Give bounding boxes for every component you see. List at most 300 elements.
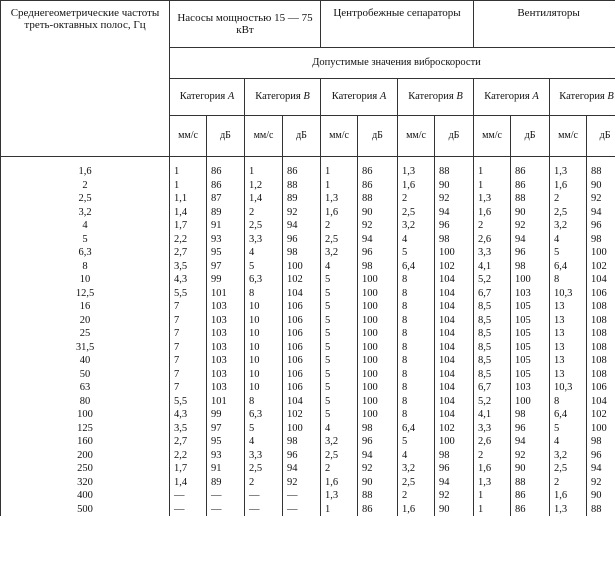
velocity-mm-cell: 6,4 xyxy=(550,408,587,422)
velocity-mm-cell: 8,5 xyxy=(474,300,511,314)
velocity-db-cell: 94 xyxy=(358,233,398,247)
velocity-db-cell: 103 xyxy=(207,327,245,341)
velocity-mm-cell: 1,6 xyxy=(398,179,435,193)
velocity-db-cell: 96 xyxy=(358,435,398,449)
velocity-mm-cell: 8 xyxy=(398,368,435,382)
velocity-db-cell: 86 xyxy=(511,503,550,517)
velocity-db-cell: 100 xyxy=(358,381,398,395)
velocity-mm-cell: 3,2 xyxy=(398,462,435,476)
velocity-db-cell: 94 xyxy=(511,435,550,449)
velocity-db-cell: 106 xyxy=(283,327,321,341)
velocity-mm-cell: 4 xyxy=(245,246,283,260)
velocity-mm-cell: 10 xyxy=(245,341,283,355)
velocity-mm-cell: 13 xyxy=(550,314,587,328)
velocity-mm-cell: — xyxy=(245,489,283,503)
velocity-mm-cell: 5,5 xyxy=(170,395,207,409)
frequency-header: Среднегеометрические частоты треть-октавных полос, Гц xyxy=(1,1,170,157)
velocity-mm-cell: 1,1 xyxy=(170,192,207,206)
velocity-db-cell: 106 xyxy=(283,314,321,328)
velocity-mm-cell: 1,6 xyxy=(321,476,358,490)
velocity-mm-cell: 5 xyxy=(321,354,358,368)
table-row xyxy=(1,503,615,517)
category-a-header: Категория A xyxy=(321,79,398,116)
velocity-mm-cell: 3,2 xyxy=(321,246,358,260)
frequency-cell: 12,5 xyxy=(1,287,170,301)
velocity-db-cell: 106 xyxy=(283,300,321,314)
velocity-db-cell: 98 xyxy=(283,246,321,260)
velocity-db-cell: 106 xyxy=(283,368,321,382)
velocity-mm-cell: 2,2 xyxy=(170,449,207,463)
category-a-header: Категория A xyxy=(474,79,550,116)
velocity-mm-cell: 1,3 xyxy=(550,157,587,179)
velocity-mm-cell: 13 xyxy=(550,327,587,341)
table-row xyxy=(1,462,615,476)
velocity-mm-cell: 4 xyxy=(398,233,435,247)
frequency-cell: 80 xyxy=(1,395,170,409)
category-b-header: Категория B xyxy=(245,79,321,116)
velocity-mm-cell: 10 xyxy=(245,327,283,341)
velocity-db-cell: 100 xyxy=(587,422,615,436)
table-row xyxy=(1,489,615,503)
velocity-db-cell: 102 xyxy=(283,273,321,287)
velocity-mm-cell: 2 xyxy=(550,476,587,490)
velocity-mm-cell: 8 xyxy=(245,287,283,301)
velocity-db-cell: — xyxy=(283,489,321,503)
velocity-mm-cell: 2 xyxy=(474,449,511,463)
velocity-mm-cell: 3,2 xyxy=(321,435,358,449)
velocity-mm-cell: 8,5 xyxy=(474,327,511,341)
table-row xyxy=(1,354,615,368)
velocity-mm-cell: 1 xyxy=(474,179,511,193)
velocity-db-cell: 96 xyxy=(283,449,321,463)
velocity-mm-cell: 4,1 xyxy=(474,408,511,422)
velocity-mm-cell: 8 xyxy=(398,408,435,422)
unit-db-header: дБ xyxy=(358,116,398,157)
velocity-mm-cell: — xyxy=(170,503,207,517)
velocity-db-cell: 90 xyxy=(435,503,474,517)
velocity-db-cell: 94 xyxy=(435,476,474,490)
velocity-mm-cell: 13 xyxy=(550,341,587,355)
velocity-db-cell: 98 xyxy=(435,233,474,247)
separators-header: Центробежные сепараторы xyxy=(321,1,474,48)
table-row xyxy=(1,435,615,449)
velocity-mm-cell: 1,4 xyxy=(170,206,207,220)
velocity-mm-cell: 7 xyxy=(170,314,207,328)
velocity-mm-cell: 5 xyxy=(321,300,358,314)
unit-mm-header: мм/с xyxy=(474,116,511,157)
table-row xyxy=(1,287,615,301)
unit-db-header: дБ xyxy=(587,116,615,157)
velocity-mm-cell: 4 xyxy=(550,233,587,247)
velocity-db-cell: 105 xyxy=(511,300,550,314)
velocity-mm-cell: 5 xyxy=(550,246,587,260)
velocity-mm-cell: 6,4 xyxy=(398,260,435,274)
velocity-mm-cell: 5 xyxy=(398,246,435,260)
velocity-db-cell: 105 xyxy=(511,314,550,328)
velocity-db-cell: 97 xyxy=(207,260,245,274)
velocity-mm-cell: 8 xyxy=(398,341,435,355)
velocity-db-cell: 108 xyxy=(587,341,615,355)
table-row xyxy=(1,422,615,436)
velocity-db-cell: 90 xyxy=(435,179,474,193)
velocity-mm-cell: 13 xyxy=(550,368,587,382)
velocity-db-cell: 100 xyxy=(358,341,398,355)
velocity-db-cell: 95 xyxy=(207,435,245,449)
velocity-db-cell: 94 xyxy=(587,462,615,476)
velocity-mm-cell: 6,7 xyxy=(474,287,511,301)
velocity-db-cell: 90 xyxy=(358,476,398,490)
velocity-mm-cell: 3,3 xyxy=(245,233,283,247)
frequency-cell: 40 xyxy=(1,354,170,368)
velocity-db-cell: 91 xyxy=(207,462,245,476)
frequency-cell: 160 xyxy=(1,435,170,449)
frequency-cell: 63 xyxy=(1,381,170,395)
velocity-mm-cell: 1,7 xyxy=(170,219,207,233)
velocity-mm-cell: 2,5 xyxy=(245,462,283,476)
velocity-db-cell: 103 xyxy=(207,368,245,382)
velocity-db-cell: 88 xyxy=(511,476,550,490)
frequency-cell: 100 xyxy=(1,408,170,422)
velocity-db-cell: 96 xyxy=(358,246,398,260)
velocity-db-cell: 92 xyxy=(358,219,398,233)
velocity-mm-cell: 5 xyxy=(321,273,358,287)
velocity-db-cell: 98 xyxy=(435,449,474,463)
velocity-db-cell: 102 xyxy=(283,408,321,422)
velocity-mm-cell: 3,3 xyxy=(474,246,511,260)
velocity-mm-cell: 7 xyxy=(170,327,207,341)
velocity-mm-cell: 2,5 xyxy=(398,206,435,220)
table-row xyxy=(1,381,615,395)
velocity-mm-cell: 4,3 xyxy=(170,408,207,422)
table-row xyxy=(1,476,615,490)
velocity-mm-cell: 2 xyxy=(245,476,283,490)
velocity-mm-cell: 1,3 xyxy=(474,476,511,490)
velocity-mm-cell: 5,2 xyxy=(474,273,511,287)
velocity-mm-cell: 8 xyxy=(245,395,283,409)
unit-mm-header: мм/с xyxy=(550,116,587,157)
velocity-db-cell: 92 xyxy=(511,219,550,233)
velocity-mm-cell: 13 xyxy=(550,354,587,368)
unit-db-header: дБ xyxy=(283,116,321,157)
velocity-mm-cell: 2 xyxy=(398,489,435,503)
velocity-db-cell: 86 xyxy=(207,179,245,193)
table-row xyxy=(1,219,615,233)
velocity-db-cell: 88 xyxy=(435,157,474,179)
velocity-db-cell: 104 xyxy=(587,273,615,287)
frequency-cell: 4 xyxy=(1,219,170,233)
frequency-cell: 16 xyxy=(1,300,170,314)
velocity-db-cell: — xyxy=(207,489,245,503)
velocity-mm-cell: 10 xyxy=(245,300,283,314)
velocity-mm-cell: 7 xyxy=(170,368,207,382)
frequency-cell: 31,5 xyxy=(1,341,170,355)
velocity-mm-cell: 1,6 xyxy=(321,206,358,220)
velocity-mm-cell: 2,6 xyxy=(474,233,511,247)
velocity-db-cell: 104 xyxy=(435,314,474,328)
table-row xyxy=(1,408,615,422)
velocity-mm-cell: 1,6 xyxy=(550,489,587,503)
velocity-db-cell: 89 xyxy=(207,476,245,490)
velocity-db-cell: 104 xyxy=(587,395,615,409)
velocity-db-cell: 92 xyxy=(587,192,615,206)
velocity-mm-cell: 7 xyxy=(170,300,207,314)
velocity-db-cell: 91 xyxy=(207,219,245,233)
velocity-db-cell: 99 xyxy=(207,273,245,287)
velocity-db-cell: 93 xyxy=(207,449,245,463)
velocity-mm-cell: 5 xyxy=(321,287,358,301)
velocity-db-cell: 105 xyxy=(511,327,550,341)
velocity-db-cell: 92 xyxy=(587,476,615,490)
velocity-mm-cell: 5 xyxy=(321,381,358,395)
velocity-mm-cell: 5 xyxy=(321,408,358,422)
velocity-db-cell: 98 xyxy=(283,435,321,449)
velocity-mm-cell: 10 xyxy=(245,381,283,395)
velocity-mm-cell: 7 xyxy=(170,381,207,395)
unit-mm-header: мм/с xyxy=(170,116,207,157)
velocity-db-cell: 101 xyxy=(207,287,245,301)
unit-db-header: дБ xyxy=(511,116,550,157)
velocity-db-cell: 104 xyxy=(435,327,474,341)
velocity-mm-cell: 1,4 xyxy=(170,476,207,490)
velocity-db-cell: 102 xyxy=(587,408,615,422)
velocity-db-cell: 94 xyxy=(587,206,615,220)
pumps-header: Насосы мощностью 15 — 75 кВт xyxy=(170,1,321,48)
velocity-db-cell: 103 xyxy=(207,314,245,328)
velocity-mm-cell: 1 xyxy=(170,179,207,193)
velocity-db-cell: 92 xyxy=(358,462,398,476)
velocity-db-cell: 98 xyxy=(511,408,550,422)
velocity-db-cell: 100 xyxy=(511,395,550,409)
velocity-db-cell: 104 xyxy=(435,341,474,355)
velocity-db-cell: 108 xyxy=(587,300,615,314)
velocity-db-cell: 106 xyxy=(283,354,321,368)
velocity-db-cell: 108 xyxy=(587,327,615,341)
velocity-db-cell: 99 xyxy=(207,408,245,422)
velocity-db-cell: 100 xyxy=(435,435,474,449)
velocity-db-cell: 98 xyxy=(587,233,615,247)
table-row xyxy=(1,179,615,193)
allowed-values-header: Допустимые значения виброскорости xyxy=(170,48,615,79)
velocity-db-cell: 88 xyxy=(587,503,615,517)
velocity-db-cell: — xyxy=(207,503,245,517)
velocity-mm-cell: 10 xyxy=(245,368,283,382)
velocity-db-cell: 103 xyxy=(207,300,245,314)
velocity-db-cell: 100 xyxy=(435,246,474,260)
frequency-cell: 200 xyxy=(1,449,170,463)
velocity-db-cell: 90 xyxy=(358,206,398,220)
velocity-mm-cell: 2,2 xyxy=(170,233,207,247)
velocity-mm-cell: 8,5 xyxy=(474,354,511,368)
velocity-mm-cell: 4 xyxy=(321,260,358,274)
velocity-db-cell: 94 xyxy=(358,449,398,463)
velocity-db-cell: 100 xyxy=(358,408,398,422)
velocity-db-cell: 92 xyxy=(283,206,321,220)
frequency-cell: 500 xyxy=(1,503,170,517)
frequency-cell: 320 xyxy=(1,476,170,490)
velocity-db-cell: 100 xyxy=(283,422,321,436)
velocity-mm-cell: 8 xyxy=(398,314,435,328)
frequency-cell: 125 xyxy=(1,422,170,436)
velocity-mm-cell: 2,5 xyxy=(321,449,358,463)
velocity-mm-cell: 8 xyxy=(550,273,587,287)
velocity-db-cell: 88 xyxy=(283,179,321,193)
velocity-db-cell: 102 xyxy=(435,422,474,436)
velocity-mm-cell: 1 xyxy=(474,503,511,517)
velocity-db-cell: 93 xyxy=(207,233,245,247)
velocity-db-cell: 92 xyxy=(435,489,474,503)
velocity-mm-cell: 1,3 xyxy=(321,489,358,503)
velocity-mm-cell: 5 xyxy=(550,422,587,436)
velocity-mm-cell: 2 xyxy=(245,206,283,220)
frequency-cell: 2,5 xyxy=(1,192,170,206)
velocity-db-cell: 96 xyxy=(587,219,615,233)
velocity-db-cell: 86 xyxy=(283,157,321,179)
table-row xyxy=(1,449,615,463)
velocity-db-cell: 86 xyxy=(511,157,550,179)
velocity-mm-cell: — xyxy=(170,489,207,503)
velocity-db-cell: 100 xyxy=(587,246,615,260)
frequency-cell: 250 xyxy=(1,462,170,476)
velocity-db-cell: 100 xyxy=(283,260,321,274)
frequency-cell: 6,3 xyxy=(1,246,170,260)
velocity-db-cell: 104 xyxy=(283,395,321,409)
unit-db-header: дБ xyxy=(435,116,474,157)
velocity-mm-cell: 1 xyxy=(170,157,207,179)
frequency-cell: 1,6 xyxy=(1,157,170,179)
velocity-mm-cell: 3,2 xyxy=(398,219,435,233)
frequency-cell: 2 xyxy=(1,179,170,193)
velocity-mm-cell: 2,7 xyxy=(170,435,207,449)
velocity-mm-cell: 1,3 xyxy=(398,157,435,179)
velocity-db-cell: 86 xyxy=(511,489,550,503)
velocity-mm-cell: 1 xyxy=(245,157,283,179)
velocity-mm-cell: 8 xyxy=(398,287,435,301)
velocity-db-cell: 88 xyxy=(587,157,615,179)
velocity-db-cell: 92 xyxy=(435,192,474,206)
velocity-db-cell: 86 xyxy=(207,157,245,179)
velocity-db-cell: 100 xyxy=(358,327,398,341)
velocity-mm-cell: 10 xyxy=(245,314,283,328)
velocity-mm-cell: 2 xyxy=(550,192,587,206)
velocity-db-cell: 96 xyxy=(435,462,474,476)
unit-mm-header: мм/с xyxy=(321,116,358,157)
velocity-db-cell: 90 xyxy=(587,179,615,193)
velocity-mm-cell: 2,5 xyxy=(398,476,435,490)
velocity-db-cell: — xyxy=(283,503,321,517)
velocity-mm-cell: 3,2 xyxy=(550,449,587,463)
table-row xyxy=(1,246,615,260)
table-row xyxy=(1,206,615,220)
unit-db-header: дБ xyxy=(207,116,245,157)
velocity-mm-cell: 4 xyxy=(398,449,435,463)
velocity-mm-cell: 4 xyxy=(245,435,283,449)
velocity-db-cell: 86 xyxy=(358,503,398,517)
velocity-mm-cell: 1,6 xyxy=(398,503,435,517)
velocity-mm-cell: 5 xyxy=(321,327,358,341)
velocity-db-cell: 104 xyxy=(435,300,474,314)
velocity-db-cell: 89 xyxy=(283,192,321,206)
velocity-mm-cell: 8 xyxy=(550,395,587,409)
velocity-db-cell: 103 xyxy=(511,381,550,395)
velocity-db-cell: 96 xyxy=(283,233,321,247)
velocity-mm-cell: 2 xyxy=(321,462,358,476)
velocity-mm-cell: 8 xyxy=(398,354,435,368)
velocity-mm-cell: 5 xyxy=(321,341,358,355)
velocity-mm-cell: 4,1 xyxy=(474,260,511,274)
velocity-mm-cell: 8 xyxy=(398,327,435,341)
velocity-db-cell: 105 xyxy=(511,368,550,382)
velocity-db-cell: 92 xyxy=(511,449,550,463)
velocity-mm-cell: 2,6 xyxy=(474,435,511,449)
velocity-mm-cell: 1 xyxy=(474,489,511,503)
frequency-cell: 25 xyxy=(1,327,170,341)
velocity-db-cell: 104 xyxy=(435,354,474,368)
velocity-mm-cell: 2,5 xyxy=(550,206,587,220)
velocity-db-cell: 104 xyxy=(435,368,474,382)
velocity-mm-cell: 8 xyxy=(398,395,435,409)
velocity-db-cell: 103 xyxy=(511,287,550,301)
table-row xyxy=(1,260,615,274)
velocity-mm-cell: 1,4 xyxy=(245,192,283,206)
velocity-mm-cell: 8 xyxy=(398,381,435,395)
velocity-db-cell: 102 xyxy=(587,260,615,274)
velocity-db-cell: 94 xyxy=(511,233,550,247)
velocity-db-cell: 105 xyxy=(511,341,550,355)
velocity-mm-cell: 2 xyxy=(474,219,511,233)
velocity-db-cell: 94 xyxy=(283,219,321,233)
velocity-db-cell: 104 xyxy=(435,395,474,409)
velocity-db-cell: 98 xyxy=(358,260,398,274)
velocity-db-cell: 86 xyxy=(511,179,550,193)
velocity-db-cell: 86 xyxy=(358,179,398,193)
velocity-db-cell: 96 xyxy=(435,219,474,233)
velocity-db-cell: 100 xyxy=(358,395,398,409)
velocity-mm-cell: 1 xyxy=(321,503,358,517)
velocity-db-cell: 96 xyxy=(587,449,615,463)
velocity-mm-cell: 2 xyxy=(398,192,435,206)
velocity-db-cell: 88 xyxy=(511,192,550,206)
velocity-mm-cell: 4,3 xyxy=(170,273,207,287)
frequency-cell: 10 xyxy=(1,273,170,287)
velocity-db-cell: 98 xyxy=(511,260,550,274)
velocity-mm-cell: 6,7 xyxy=(474,381,511,395)
velocity-db-cell: 103 xyxy=(207,354,245,368)
velocity-db-cell: 96 xyxy=(511,422,550,436)
velocity-mm-cell: 6,4 xyxy=(550,260,587,274)
velocity-db-cell: 88 xyxy=(358,489,398,503)
velocity-mm-cell: 3,3 xyxy=(474,422,511,436)
velocity-mm-cell: 10,3 xyxy=(550,381,587,395)
velocity-mm-cell: 8 xyxy=(398,273,435,287)
table-row xyxy=(1,233,615,247)
velocity-mm-cell: 2,7 xyxy=(170,246,207,260)
velocity-db-cell: 100 xyxy=(358,273,398,287)
velocity-db-cell: 104 xyxy=(283,287,321,301)
velocity-mm-cell: 1 xyxy=(321,179,358,193)
velocity-mm-cell: 2,5 xyxy=(245,219,283,233)
unit-mm-header: мм/с xyxy=(245,116,283,157)
velocity-mm-cell: 7 xyxy=(170,354,207,368)
velocity-mm-cell: 1,6 xyxy=(474,206,511,220)
table-row xyxy=(1,192,615,206)
velocity-db-cell: 90 xyxy=(587,489,615,503)
velocity-mm-cell: 1,7 xyxy=(170,462,207,476)
frequency-cell: 3,2 xyxy=(1,206,170,220)
velocity-db-cell: 104 xyxy=(435,381,474,395)
velocity-db-cell: 88 xyxy=(358,192,398,206)
velocity-mm-cell: 8 xyxy=(398,300,435,314)
velocity-db-cell: 94 xyxy=(283,462,321,476)
